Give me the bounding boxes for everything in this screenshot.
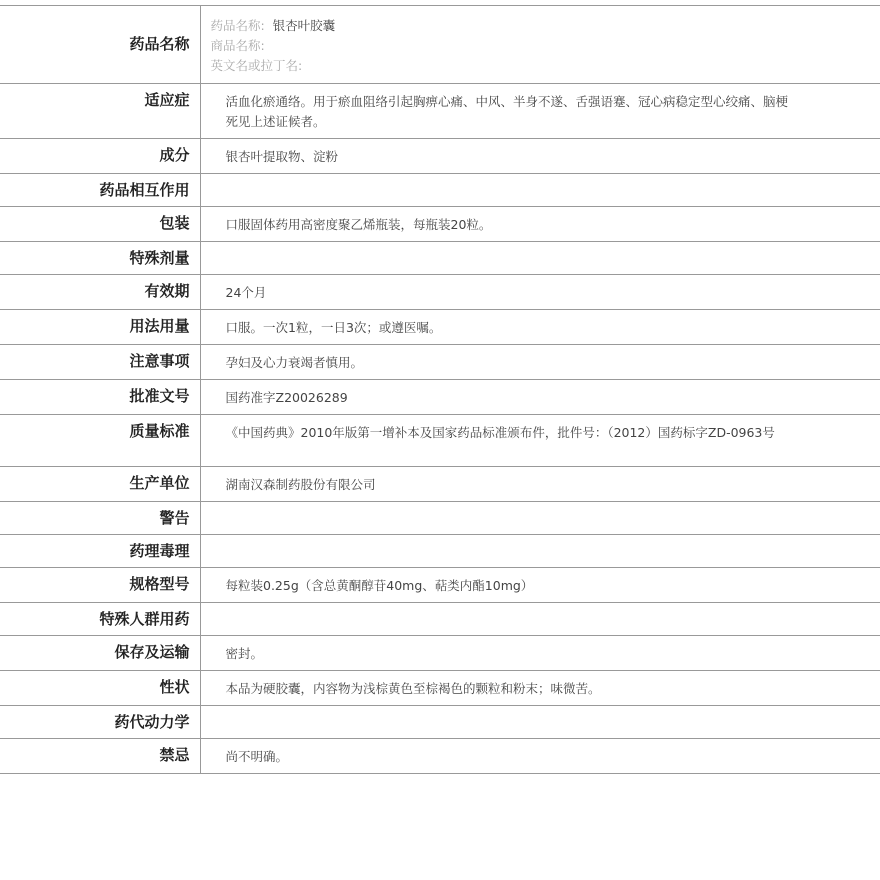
- row-value: [200, 739, 880, 774]
- approval-number-text: 国药准字Z20026289: [225, 390, 348, 405]
- row-value: [200, 380, 880, 415]
- precautions-text: 孕妇及心力衰竭者慎用。: [225, 355, 364, 370]
- table-row: [0, 275, 880, 310]
- table-row: [0, 415, 880, 467]
- row-value: [200, 706, 880, 739]
- drug-info-table: [0, 5, 880, 774]
- quality-standard-text: 《中国药典》2010年版第一增补本及国家药品标准颁布件，批件号：（2012）国药标字ZD-0963号: [225, 425, 775, 440]
- shelf-life-text: 24个月: [225, 285, 267, 300]
- row-value: [200, 415, 880, 467]
- contraindications-text: 尚不明确。: [225, 749, 289, 764]
- row-value: [200, 174, 880, 207]
- table-row: [0, 207, 880, 242]
- table-row: [0, 345, 880, 380]
- table-row: [0, 739, 880, 774]
- table-row: [0, 706, 880, 739]
- generic-name-value: 银杏叶胶囊: [272, 18, 336, 33]
- row-value: [200, 603, 880, 636]
- row-label: 特殊剂量: [0, 242, 200, 275]
- ingredients-text: 银杏叶提取物、淀粉: [225, 149, 339, 164]
- name-block: [200, 6, 880, 84]
- row-label: 成分: [0, 139, 200, 174]
- table-row: [0, 502, 880, 535]
- row-label: 特殊人群用药: [0, 603, 200, 636]
- row-value: [200, 275, 880, 310]
- table-row: [0, 636, 880, 671]
- table-row: [0, 467, 880, 502]
- row-label: 药理毒理: [0, 535, 200, 568]
- specification-text: 每粒装0.25g（含总黄酮醇苷40mg、萜类内酯10mg）: [225, 578, 534, 593]
- row-value: [200, 636, 880, 671]
- row-label: 保存及运输: [0, 636, 200, 671]
- row-label: 禁忌: [0, 739, 200, 774]
- generic-name-label: 药品名称:: [210, 18, 265, 33]
- manufacturer-text: 湖南汉森制药股份有限公司: [225, 477, 376, 492]
- row-value: [200, 207, 880, 242]
- row-value: [200, 310, 880, 345]
- usage-dosage-text: 口服。一次1粒，一日3次；或遵医嘱。: [225, 320, 442, 335]
- table-row: [0, 242, 880, 275]
- table-row: [0, 568, 880, 603]
- row-label: 药品名称: [0, 6, 200, 84]
- table-row: [0, 603, 880, 636]
- row-value: [200, 345, 880, 380]
- latin-name-label: 英文名或拉丁名:: [210, 58, 303, 73]
- latin-name-line: [211, 56, 880, 76]
- table-row: [0, 84, 880, 139]
- description-text: 本品为硬胶囊，内容物为浅棕黄色至棕褐色的颗粒和粉末；味微苦。: [225, 681, 601, 696]
- table-row: [0, 671, 880, 706]
- generic-name-line: [211, 16, 880, 36]
- row-label: 警告: [0, 502, 200, 535]
- row-value: [200, 502, 880, 535]
- row-label: 药品相互作用: [0, 174, 200, 207]
- row-label: 性状: [0, 671, 200, 706]
- row-label: 药代动力学: [0, 706, 200, 739]
- row-value: [200, 139, 880, 174]
- table-row: [0, 380, 880, 415]
- table-row: [0, 535, 880, 568]
- packaging-text: 口服固体药用高密度聚乙烯瓶装，每瓶装20粒。: [225, 217, 492, 232]
- row-value: [200, 568, 880, 603]
- row-value: [200, 671, 880, 706]
- row-value: [200, 535, 880, 568]
- row-label: 注意事项: [0, 345, 200, 380]
- trade-name-line: [211, 36, 880, 56]
- trade-name-label: 商品名称:: [210, 38, 265, 53]
- indications-text: 活血化瘀通络。用于瘀血阻络引起胸痹心痛、中风、半身不遂、舌强语蹇、冠心病稳定型心绞痛、脑梗死见上述证候者。: [225, 94, 789, 129]
- row-label: 生产单位: [0, 467, 200, 502]
- table-row: [0, 174, 880, 207]
- row-value: [200, 84, 880, 139]
- row-label: 包装: [0, 207, 200, 242]
- table-row: [0, 6, 880, 84]
- row-label: 用法用量: [0, 310, 200, 345]
- table-row: [0, 139, 880, 174]
- row-label: 批准文号: [0, 380, 200, 415]
- row-label: 有效期: [0, 275, 200, 310]
- storage-text: 密封。: [225, 646, 264, 661]
- table-row: [0, 310, 880, 345]
- row-label: 适应症: [0, 84, 200, 139]
- row-value: [200, 242, 880, 275]
- row-label: 质量标准: [0, 415, 200, 467]
- row-value: [200, 467, 880, 502]
- row-label: 规格型号: [0, 568, 200, 603]
